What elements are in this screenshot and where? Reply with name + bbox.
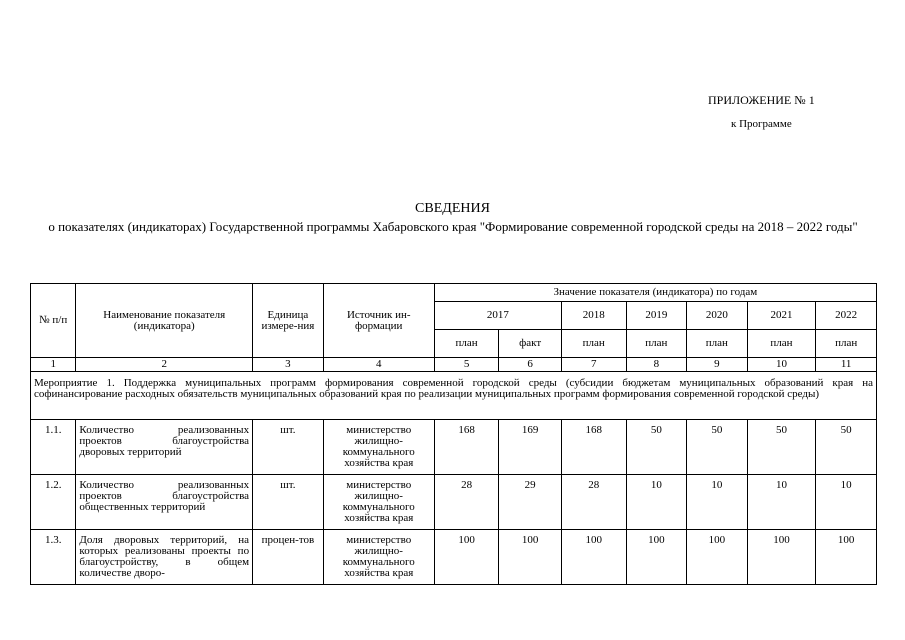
row-value: 169 (499, 420, 562, 475)
column-number: 8 (626, 358, 687, 372)
row-unit: шт. (253, 420, 324, 475)
column-number: 7 (561, 358, 626, 372)
column-number: 10 (747, 358, 816, 372)
header-year: 2018 (561, 302, 626, 330)
row-value: 50 (816, 420, 877, 475)
header-year: 2017 (434, 302, 561, 330)
row-value: 100 (747, 530, 816, 585)
row-value: 50 (626, 420, 687, 475)
row-value: 50 (747, 420, 816, 475)
column-number-row (31, 358, 877, 372)
header-plan-fact: план (434, 330, 499, 358)
row-value: 10 (626, 475, 687, 530)
column-number: 5 (434, 358, 499, 372)
header-year: 2020 (687, 302, 748, 330)
row-source: министерство жилищно-коммунального хозяйства края (323, 475, 434, 530)
row-value: 100 (816, 530, 877, 585)
row-value: 100 (434, 530, 499, 585)
header-year: 2022 (816, 302, 877, 330)
row-value: 10 (747, 475, 816, 530)
column-number: 4 (323, 358, 434, 372)
row-value: 100 (626, 530, 687, 585)
row-value: 29 (499, 475, 562, 530)
indicators-table (30, 283, 877, 585)
row-value: 28 (561, 475, 626, 530)
header-num: № п/п (31, 284, 76, 358)
column-number: 1 (31, 358, 76, 372)
row-num: 1.3. (31, 530, 76, 585)
column-number: 2 (76, 358, 253, 372)
row-unit: процен-тов (253, 530, 324, 585)
header-plan-fact: план (561, 330, 626, 358)
appendix-label: ПРИЛОЖЕНИЕ № 1 (708, 93, 815, 107)
header-source: Источник ин-формации (323, 284, 434, 358)
header-name: Наименование показателя (индикатора) (76, 284, 253, 358)
row-value: 50 (687, 420, 748, 475)
header-plan-fact: план (747, 330, 816, 358)
row-name: Количество реализованных проектов благоустройства общественных территорий (76, 475, 253, 530)
row-value: 100 (561, 530, 626, 585)
column-number: 3 (253, 358, 324, 372)
column-number: 11 (816, 358, 877, 372)
row-name: Количество реализованных проектов благоустройства дворовых территорий (76, 420, 253, 475)
row-value: 100 (687, 530, 748, 585)
document-title: СВЕДЕНИЯ (415, 201, 490, 216)
header-year: 2021 (747, 302, 816, 330)
header-unit: Единица измере-ния (253, 284, 324, 358)
row-source: министерство жилищно-коммунального хозяйства края (323, 420, 434, 475)
row-name: Доля дворовых территорий, на которых реализованы проекты по благоустройству, в общем количестве дворо- (76, 530, 253, 585)
row-source: министерство жилищно-коммунального хозяйства края (323, 530, 434, 585)
table-row (31, 475, 877, 530)
row-unit: шт. (253, 475, 324, 530)
row-num: 1.2. (31, 475, 76, 530)
row-value: 168 (561, 420, 626, 475)
header-plan-fact: план (626, 330, 687, 358)
table-row (31, 420, 877, 475)
event-row: Мероприятие 1. Поддержка муниципальных программ формирования современной городской среды (субсидии бюджетам муниципальных образований края на софинансирование расходных обязательств муниципальных образований края по реализации муниципальных программ формирования современной городской среды) (31, 372, 877, 420)
column-number: 9 (687, 358, 748, 372)
row-value: 28 (434, 475, 499, 530)
row-value: 100 (499, 530, 562, 585)
row-num: 1.1. (31, 420, 76, 475)
row-value: 10 (816, 475, 877, 530)
document-subtitle: о показателях (индикаторах) Государственной программы Хабаровского края "Формирование современной городской среды на 2018 – 2022 годы" (48, 219, 858, 234)
table-row (31, 530, 877, 585)
header-plan-fact: план (687, 330, 748, 358)
row-value: 10 (687, 475, 748, 530)
header-plan-fact: план (816, 330, 877, 358)
appendix-subtitle: к Программе (731, 118, 792, 130)
row-value: 168 (434, 420, 499, 475)
header-values-group: Значение показателя (индикатора) по годам (434, 284, 876, 302)
column-number: 6 (499, 358, 562, 372)
header-year: 2019 (626, 302, 687, 330)
header-plan-fact: факт (499, 330, 562, 358)
